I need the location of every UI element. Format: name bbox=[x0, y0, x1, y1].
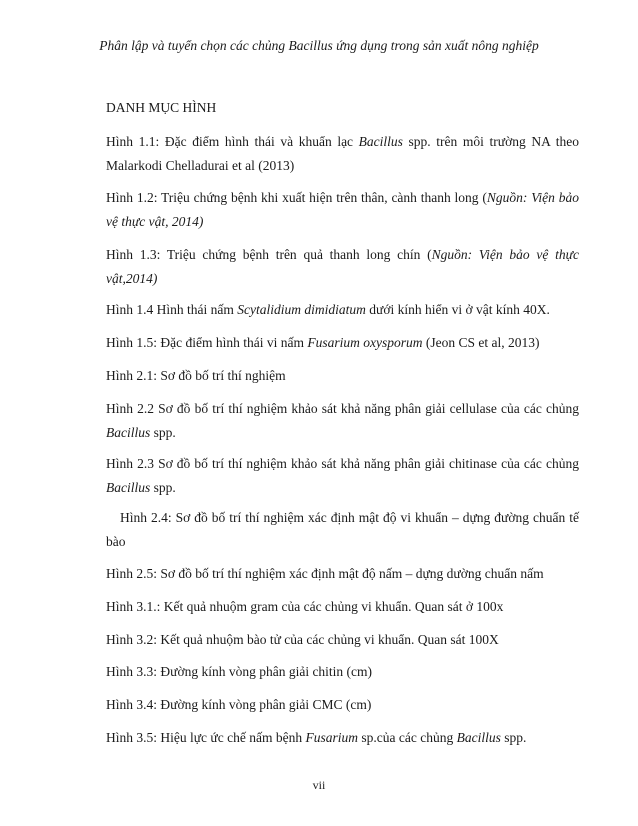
italic-term: Bacillus bbox=[456, 730, 501, 745]
entry-text: Hình 3.4: Đường kính vòng phân giải CMC (cm) bbox=[106, 697, 372, 712]
entry-text: Hình 3.1.: Kết quả nhuộm gram của các chủng vi khuẩn. Quan sát ở 100x bbox=[106, 599, 504, 614]
entry-text: Hình 2.3 Sơ đồ bố trí thí nghiệm khảo sát khả năng phân giải chitinase của các chủng bbox=[106, 456, 579, 471]
italic-term: Bacillus bbox=[106, 425, 151, 440]
italic-term: Scytalidium dimidiatum bbox=[237, 302, 366, 317]
figure-entry-2-1 bbox=[106, 364, 579, 388]
figure-entry-3-4 bbox=[106, 693, 579, 717]
figure-entry-1-3 bbox=[106, 243, 579, 291]
entry-text: Hình 2.4: Sơ đồ bố trí thí nghiệm xác định mật độ vi khuẩn – dựng đường chuẩn tế bào bbox=[106, 510, 579, 549]
figure-entry-1-1 bbox=[106, 130, 579, 178]
figure-entry-1-4 bbox=[106, 298, 579, 322]
entry-text: Hình 1.1: Đặc điểm hình thái và khuẩn lạc bbox=[106, 134, 359, 149]
entry-text: spp. bbox=[150, 480, 176, 495]
italic-term: Nguồn: Viện bảo vệ thực vật,2014) bbox=[106, 247, 580, 286]
entry-text: dưới kính hiển vi ở vật kính 40X. bbox=[365, 302, 550, 317]
italic-term: Nguồn: Viện bảo vệ thực vật, 2014) bbox=[106, 190, 579, 229]
entry-text: Hình 3.2: Kết quả nhuộm bào tử của các chủng vi khuẩn. Quan sát 100X bbox=[106, 632, 499, 647]
entry-text: Hình 3.3: Đường kính vòng phân giải chitin (cm) bbox=[106, 664, 373, 679]
figure-entry-1-5 bbox=[106, 331, 579, 355]
figure-entry-3-3 bbox=[106, 660, 579, 684]
italic-term: Bacillus bbox=[358, 134, 403, 149]
entry-text: Hình 1.5: Đặc điểm hình thái vi nấm bbox=[106, 335, 308, 350]
entry-text: Hình 2.5: Sơ đồ bố trí thí nghiệm xác định mật độ nấm – dựng dường chuẩn nấm bbox=[106, 566, 544, 581]
figure-entry-1-2 bbox=[106, 186, 579, 234]
entry-text: Hình 3.5: Hiệu lực ức chế nấm bệnh bbox=[106, 730, 306, 745]
entry-text: sp.của các chủng bbox=[357, 730, 457, 745]
entry-text: Hình 1.2: Triệu chứng bệnh khi xuất hiện trên thân, cành thanh long ( bbox=[106, 190, 487, 205]
figure-entry-3-2 bbox=[106, 628, 579, 652]
entry-text: Hình 2.1: Sơ đồ bố trí thí nghiệm bbox=[106, 368, 286, 383]
entry-text: Hình 2.2 Sơ đồ bố trí thí nghiệm khảo sát khả năng phân giải cellulase của các chủng bbox=[106, 401, 579, 416]
italic-term: Fusarium oxysporum bbox=[307, 335, 423, 350]
figure-entry-2-4 bbox=[106, 506, 579, 554]
entry-text: spp. bbox=[500, 730, 527, 745]
italic-term: Fusarium bbox=[305, 730, 358, 745]
running-header: Phân lập và tuyển chọn các chủng Bacillus ứng dụng trong sản xuất nông nghiệp bbox=[99, 38, 539, 53]
italic-term: Bacillus bbox=[106, 480, 151, 495]
section-title: DANH MỤC HÌNH bbox=[106, 100, 217, 115]
entry-text: spp. trên môi trường NA theo Malarkodi Chelladurai et al (2013) bbox=[106, 134, 579, 173]
entry-text: spp. bbox=[150, 425, 176, 440]
entry-text: (Jeon CS et al, 2013) bbox=[422, 335, 540, 350]
figure-entry-2-3 bbox=[106, 452, 579, 500]
entry-text: Hình 1.4 Hình thái nấm bbox=[106, 302, 238, 317]
figure-entry-3-1 bbox=[106, 595, 579, 619]
entry-text: Hình 1.3: Triệu chứng bệnh trên quả thanh long chín ( bbox=[106, 247, 432, 262]
figure-entry-2-2 bbox=[106, 397, 579, 445]
page-number: vii bbox=[312, 778, 326, 792]
figure-entry-2-5 bbox=[106, 562, 579, 586]
figure-entry-3-5 bbox=[106, 726, 579, 750]
